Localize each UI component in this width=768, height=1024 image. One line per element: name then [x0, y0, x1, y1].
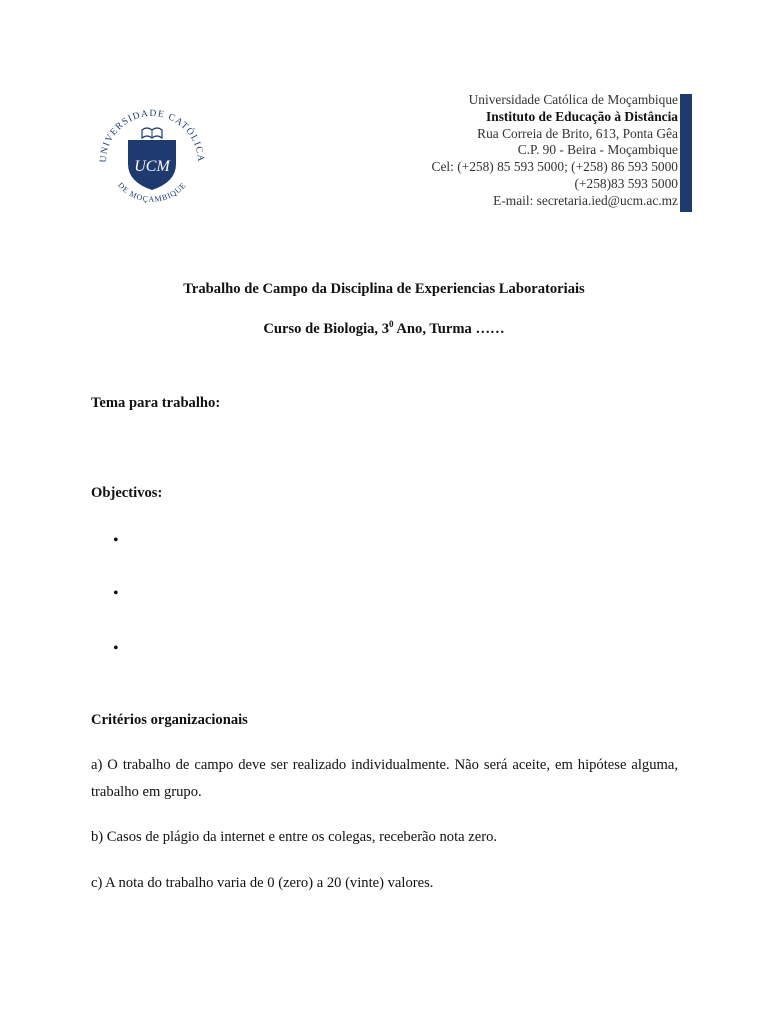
seal-arc-top-text: UNIVERSIDADE CATÓLICA [98, 108, 206, 163]
header-line-street: Rua Correia de Brito, 613, Ponta Gêa [477, 125, 678, 141]
course-superscript: 0 [389, 319, 394, 329]
book-icon [142, 128, 162, 138]
header-line-institute: Instituto de Educação à Distância [486, 108, 678, 124]
header-accent-bar [680, 94, 692, 212]
criteria-item-c: c) A nota do trabalho varia de 0 (zero) a 20 (vinte) valores. [91, 875, 434, 891]
criteria-item-a: a) O trabalho de campo deve ser realizado individualmente. Não será aceite, em hipótese alguma, trabalho em grupo. [91, 757, 678, 800]
header-line-university: Universidade Católica de Moçambique [468, 92, 678, 107]
theme-label: Tema para trabalho: [91, 395, 221, 411]
header-line-email: E-mail: secretaria.ied@ucm.ac.mz [493, 192, 678, 208]
header-line-phone-extra: (+258)83 593 5000 [574, 175, 678, 191]
header-line-postal: C.P. 90 - Beira - Moçambique [517, 142, 678, 158]
objective-bullet: • [113, 585, 119, 602]
university-seal-icon [92, 100, 212, 210]
course-prefix: Curso de Biologia, 3 [263, 321, 390, 337]
seal-monogram: UCM [134, 158, 170, 175]
institution-address-block [432, 92, 678, 210]
seal-arc-bottom-text: DE MOÇAMBIQUE [116, 180, 188, 204]
objective-bullet: • [113, 532, 119, 549]
criteria-label: Critérios organizacionais [91, 712, 248, 728]
objectives-label: Objectivos: [91, 485, 163, 501]
document-title: Trabalho de Campo da Disciplina de Experiencias Laboratoriais [183, 281, 585, 297]
criteria-item-b: b) Casos de plágio da internet e entre os colegas, receberão nota zero. [91, 829, 498, 845]
header-line-phones: Cel: (+258) 85 593 5000; (+258) 86 593 5000 [431, 159, 678, 175]
course-line [0, 319, 768, 338]
course-suffix: Ano, Turma …… [393, 321, 505, 337]
objective-bullet: • [113, 640, 119, 657]
